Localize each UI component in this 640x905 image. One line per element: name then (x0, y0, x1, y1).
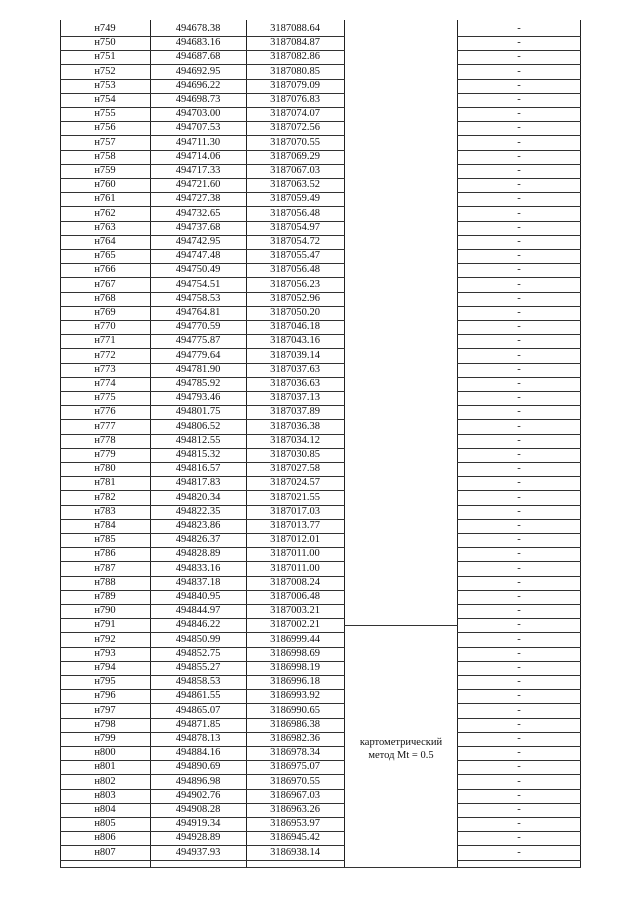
point-id-cell: н787 (94, 562, 116, 574)
point-id-cell: н758 (94, 150, 116, 162)
accuracy-cell: - (517, 761, 521, 773)
accuracy-cell: - (517, 591, 521, 602)
y-coordinate-cell: 3187046.18 (270, 321, 320, 333)
accuracy-cell: - (517, 193, 521, 205)
point-id-cell: н751 (94, 51, 116, 63)
y-coordinate-cell: 3187027.58 (270, 463, 320, 475)
x-coordinate-cell: 494858.53 (175, 676, 221, 688)
point-id-cell: н788 (94, 576, 116, 588)
point-id-cell: н750 (94, 37, 116, 49)
point-id-cell: н752 (94, 65, 116, 77)
x-coordinate-cell: 494850.99 (175, 633, 221, 645)
point-id-cell: н749 (94, 23, 116, 34)
point-id-cell: н772 (94, 349, 116, 361)
y-coordinate-cell: 3187080.85 (270, 65, 320, 77)
y-coordinate-cell: 3187037.63 (270, 363, 320, 375)
y-coordinate-cell: 3187039.14 (270, 349, 320, 361)
accuracy-cell: - (517, 804, 521, 815)
point-id-cell: н803 (94, 789, 116, 801)
point-id-cell: н757 (94, 136, 116, 148)
x-coordinate-cell: 494822.35 (175, 505, 221, 517)
point-id-cell: н781 (94, 477, 116, 489)
point-id-cell: н796 (94, 690, 116, 702)
point-id-cell: н798 (94, 718, 116, 730)
x-coordinate-cell: 494696.22 (175, 79, 221, 91)
accuracy-cell: - (517, 349, 521, 361)
accuracy-cell: - (517, 236, 521, 247)
accuracy-cell: - (517, 378, 521, 389)
accuracy-cell: - (517, 165, 521, 176)
y-coordinate-cell: 3187021.55 (270, 491, 320, 503)
accuracy-cell: - (517, 434, 521, 446)
accuracy-cell: - (517, 818, 521, 830)
point-id-cell: н770 (94, 321, 116, 333)
x-coordinate-cell: 494840.95 (175, 591, 221, 602)
point-id-cell: н801 (94, 761, 116, 773)
point-id-cell: н774 (94, 378, 116, 389)
point-id-cell: н797 (94, 704, 116, 716)
point-id-cell: н777 (94, 420, 116, 432)
y-coordinate-cell: 3187079.09 (270, 79, 320, 91)
accuracy-cell: - (517, 221, 521, 233)
y-coordinate-cell: 3187043.16 (270, 335, 320, 347)
x-coordinate-cell: 494758.53 (175, 292, 221, 304)
y-coordinate-cell: 3186978.34 (270, 747, 320, 759)
x-coordinate-cell: 494747.48 (175, 250, 221, 262)
x-coordinate-cell: 494793.46 (175, 392, 221, 404)
y-coordinate-cell: 3186975.07 (270, 761, 320, 773)
y-coordinate-cell: 3187003.21 (270, 605, 320, 617)
x-coordinate-cell: 494837.18 (175, 576, 221, 588)
point-id-cell: н780 (94, 463, 116, 475)
x-coordinate-cell: 494698.73 (175, 94, 221, 105)
point-id-cell: н784 (94, 520, 116, 531)
x-coordinate-cell: 494908.28 (175, 804, 221, 815)
accuracy-cell: - (517, 278, 521, 290)
x-coordinate-cell: 494707.53 (175, 122, 221, 134)
point-id-cell: н763 (94, 221, 116, 233)
point-id-cell: н802 (94, 775, 116, 787)
accuracy-cell: - (517, 307, 521, 318)
x-coordinate-cell: 494852.75 (175, 647, 221, 659)
x-coordinate-cell: 494737.68 (175, 221, 221, 233)
accuracy-cell: - (517, 108, 521, 120)
point-id-cell: н794 (94, 662, 116, 673)
x-coordinate-cell: 494692.95 (175, 65, 221, 77)
y-coordinate-cell: 3186993.92 (270, 690, 320, 702)
point-id-cell: н768 (94, 292, 116, 304)
x-coordinate-cell: 494878.13 (175, 733, 221, 744)
accuracy-cell: - (517, 789, 521, 801)
point-id-cell: н779 (94, 449, 116, 460)
y-coordinate-cell: 3187006.48 (270, 591, 320, 602)
point-id-cell: н778 (94, 434, 116, 446)
accuracy-cell: - (517, 676, 521, 688)
point-id-cell: н806 (94, 832, 116, 844)
x-coordinate-cell: 494806.52 (175, 420, 221, 432)
accuracy-cell: - (517, 250, 521, 262)
point-id-cell: н805 (94, 818, 116, 830)
x-coordinate-cell: 494785.92 (175, 378, 221, 389)
table-row (0, 848, 640, 866)
x-coordinate-cell: 494727.38 (175, 193, 221, 205)
x-coordinate-cell: 494861.55 (175, 690, 221, 702)
y-coordinate-cell: 3186996.18 (270, 676, 320, 688)
y-coordinate-cell: 3186970.55 (270, 775, 320, 787)
accuracy-cell: - (517, 150, 521, 162)
point-id-cell: н754 (94, 94, 116, 105)
accuracy-cell: - (517, 65, 521, 77)
point-id-cell: н807 (94, 846, 116, 858)
accuracy-cell: - (517, 520, 521, 531)
y-coordinate-cell: 3187084.87 (270, 37, 320, 49)
point-id-cell: н767 (94, 278, 116, 290)
x-coordinate-cell: 494717.33 (175, 165, 221, 176)
x-coordinate-cell: 494742.95 (175, 236, 221, 247)
point-id-cell: н755 (94, 108, 116, 120)
point-id-cell: н756 (94, 122, 116, 134)
x-coordinate-cell: 494678.38 (175, 23, 221, 34)
y-coordinate-cell: 3187017.03 (270, 505, 320, 517)
accuracy-cell: - (517, 505, 521, 517)
y-coordinate-cell: 3187059.49 (270, 193, 320, 205)
y-coordinate-cell: 3186967.03 (270, 789, 320, 801)
accuracy-cell: - (517, 491, 521, 503)
y-coordinate-cell: 3187054.97 (270, 221, 320, 233)
accuracy-cell: - (517, 733, 521, 744)
accuracy-cell: - (517, 51, 521, 63)
point-id-cell: н771 (94, 335, 116, 347)
y-coordinate-cell: 3187088.64 (270, 23, 320, 34)
accuracy-cell: - (517, 605, 521, 617)
point-id-cell: н791 (94, 619, 116, 631)
accuracy-cell: - (517, 662, 521, 673)
y-coordinate-cell: 3186986.38 (270, 718, 320, 730)
y-coordinate-cell: 3187037.13 (270, 392, 320, 404)
y-coordinate-cell: 3187050.20 (270, 307, 320, 318)
y-coordinate-cell: 3187072.56 (270, 122, 320, 134)
y-coordinate-cell: 3186998.19 (270, 662, 320, 673)
x-coordinate-cell: 494781.90 (175, 363, 221, 375)
y-coordinate-cell: 3187076.83 (270, 94, 320, 105)
accuracy-cell: - (517, 406, 521, 418)
y-coordinate-cell: 3187052.96 (270, 292, 320, 304)
accuracy-cell: - (517, 718, 521, 730)
x-coordinate-cell: 494902.76 (175, 789, 221, 801)
y-coordinate-cell: 3186999.44 (270, 633, 320, 645)
y-coordinate-cell: 3186998.69 (270, 647, 320, 659)
accuracy-cell: - (517, 534, 521, 546)
point-id-cell: н753 (94, 79, 116, 91)
accuracy-cell: - (517, 690, 521, 702)
point-id-cell: н792 (94, 633, 116, 645)
x-coordinate-cell: 494779.64 (175, 349, 221, 361)
x-coordinate-cell: 494919.34 (175, 818, 221, 830)
x-coordinate-cell: 494846.22 (175, 619, 221, 631)
point-id-cell: н795 (94, 676, 116, 688)
y-coordinate-cell: 3187030.85 (270, 449, 320, 460)
x-coordinate-cell: 494855.27 (175, 662, 221, 673)
point-id-cell: н762 (94, 207, 116, 219)
accuracy-cell: - (517, 292, 521, 304)
x-coordinate-cell: 494937.93 (175, 846, 221, 858)
accuracy-cell: - (517, 775, 521, 787)
x-coordinate-cell: 494820.34 (175, 491, 221, 503)
point-id-cell: н761 (94, 193, 116, 205)
x-coordinate-cell: 494683.16 (175, 37, 221, 49)
point-id-cell: н793 (94, 647, 116, 659)
y-coordinate-cell: 3187063.52 (270, 179, 320, 191)
accuracy-cell: - (517, 37, 521, 49)
x-coordinate-cell: 494896.98 (175, 775, 221, 787)
point-id-cell: н766 (94, 264, 116, 276)
accuracy-cell: - (517, 562, 521, 574)
y-coordinate-cell: 3187056.48 (270, 207, 320, 219)
y-coordinate-cell: 3186963.26 (270, 804, 320, 815)
y-coordinate-cell: 3187070.55 (270, 136, 320, 148)
accuracy-cell: - (517, 392, 521, 404)
point-id-cell: н773 (94, 363, 116, 375)
point-id-cell: н775 (94, 392, 116, 404)
y-coordinate-cell: 3187037.89 (270, 406, 320, 418)
point-id-cell: н783 (94, 505, 116, 517)
y-coordinate-cell: 3186953.97 (270, 818, 320, 830)
x-coordinate-cell: 494714.06 (175, 150, 221, 162)
y-coordinate-cell: 3186990.65 (270, 704, 320, 716)
x-coordinate-cell: 494871.85 (175, 718, 221, 730)
accuracy-cell: - (517, 463, 521, 475)
accuracy-cell: - (517, 704, 521, 716)
y-coordinate-cell: 3187056.48 (270, 264, 320, 276)
accuracy-cell: - (517, 264, 521, 276)
x-coordinate-cell: 494890.69 (175, 761, 221, 773)
y-coordinate-cell: 3187054.72 (270, 236, 320, 247)
accuracy-cell: - (517, 832, 521, 844)
x-coordinate-cell: 494750.49 (175, 264, 221, 276)
x-coordinate-cell: 494823.86 (175, 520, 221, 531)
accuracy-cell: - (517, 576, 521, 588)
point-id-cell: н760 (94, 179, 116, 191)
y-coordinate-cell: 3187074.07 (270, 108, 320, 120)
y-coordinate-cell: 3187013.77 (270, 520, 320, 531)
point-id-cell: н782 (94, 491, 116, 503)
accuracy-cell: - (517, 335, 521, 347)
x-coordinate-cell: 494711.30 (175, 136, 221, 148)
y-coordinate-cell: 3187002.21 (270, 619, 320, 631)
accuracy-cell: - (517, 321, 521, 333)
accuracy-cell: - (517, 94, 521, 105)
accuracy-cell: - (517, 122, 521, 134)
x-coordinate-cell: 494816.57 (175, 463, 221, 475)
accuracy-cell: - (517, 619, 521, 631)
point-id-cell: н804 (94, 804, 116, 815)
y-coordinate-cell: 3187069.29 (270, 150, 320, 162)
accuracy-cell: - (517, 420, 521, 432)
y-coordinate-cell: 3187067.03 (270, 165, 320, 176)
point-id-cell: н786 (94, 548, 116, 560)
accuracy-cell: - (517, 647, 521, 659)
point-id-cell: н764 (94, 236, 116, 247)
accuracy-cell: - (517, 179, 521, 191)
y-coordinate-cell: 3187034.12 (270, 434, 320, 446)
point-id-cell: н769 (94, 307, 116, 318)
accuracy-cell: - (517, 79, 521, 91)
y-coordinate-cell: 3187082.86 (270, 51, 320, 63)
y-coordinate-cell: 3187055.47 (270, 250, 320, 262)
accuracy-cell: - (517, 363, 521, 375)
point-id-cell: н759 (94, 165, 116, 176)
x-coordinate-cell: 494826.37 (175, 534, 221, 546)
accuracy-cell: - (517, 136, 521, 148)
y-coordinate-cell: 3187012.01 (270, 534, 320, 546)
point-id-cell: н785 (94, 534, 116, 546)
accuracy-cell: - (517, 449, 521, 460)
accuracy-cell: - (517, 747, 521, 759)
y-coordinate-cell: 3186938.14 (270, 846, 320, 858)
point-id-cell: н800 (94, 747, 116, 759)
x-coordinate-cell: 494721.60 (175, 179, 221, 191)
y-coordinate-cell: 3187036.63 (270, 378, 320, 389)
accuracy-cell: - (517, 477, 521, 489)
point-id-cell: н790 (94, 605, 116, 617)
y-coordinate-cell: 3186945.42 (270, 832, 320, 844)
x-coordinate-cell: 494928.89 (175, 832, 221, 844)
x-coordinate-cell: 494770.59 (175, 321, 221, 333)
y-coordinate-cell: 3187036.38 (270, 420, 320, 432)
point-id-cell: н776 (94, 406, 116, 418)
x-coordinate-cell: 494884.16 (175, 747, 221, 759)
accuracy-cell: - (517, 23, 521, 34)
point-id-cell: н799 (94, 733, 116, 744)
x-coordinate-cell: 494844.97 (175, 605, 221, 617)
point-id-cell: н765 (94, 250, 116, 262)
y-coordinate-cell: 3186982.36 (270, 733, 320, 744)
accuracy-cell: - (517, 633, 521, 645)
x-coordinate-cell: 494754.51 (175, 278, 221, 290)
y-coordinate-cell: 3187024.57 (270, 477, 320, 489)
x-coordinate-cell: 494764.81 (175, 307, 221, 318)
x-coordinate-cell: 494732.65 (175, 207, 221, 219)
y-coordinate-cell: 3187008.24 (270, 576, 320, 588)
y-coordinate-cell: 3187056.23 (270, 278, 320, 290)
x-coordinate-cell: 494865.07 (175, 704, 221, 716)
x-coordinate-cell: 494801.75 (175, 406, 221, 418)
point-id-cell: н789 (94, 591, 116, 602)
x-coordinate-cell: 494833.16 (175, 562, 221, 574)
x-coordinate-cell: 494815.32 (175, 449, 221, 460)
accuracy-cell: - (517, 548, 521, 560)
x-coordinate-cell: 494817.83 (175, 477, 221, 489)
table-bottom-line (60, 867, 581, 868)
method-label: картометрический метод Mt = 0.5 (359, 737, 443, 761)
x-coordinate-cell: 494812.55 (175, 434, 221, 446)
x-coordinate-cell: 494828.89 (175, 548, 221, 560)
x-coordinate-cell: 494775.87 (175, 335, 221, 347)
accuracy-cell: - (517, 846, 521, 858)
y-coordinate-cell: 3187011.00 (270, 548, 320, 560)
x-coordinate-cell: 494687.68 (175, 51, 221, 63)
accuracy-cell: - (517, 207, 521, 219)
y-coordinate-cell: 3187011.00 (270, 562, 320, 574)
x-coordinate-cell: 494703.00 (175, 108, 221, 120)
